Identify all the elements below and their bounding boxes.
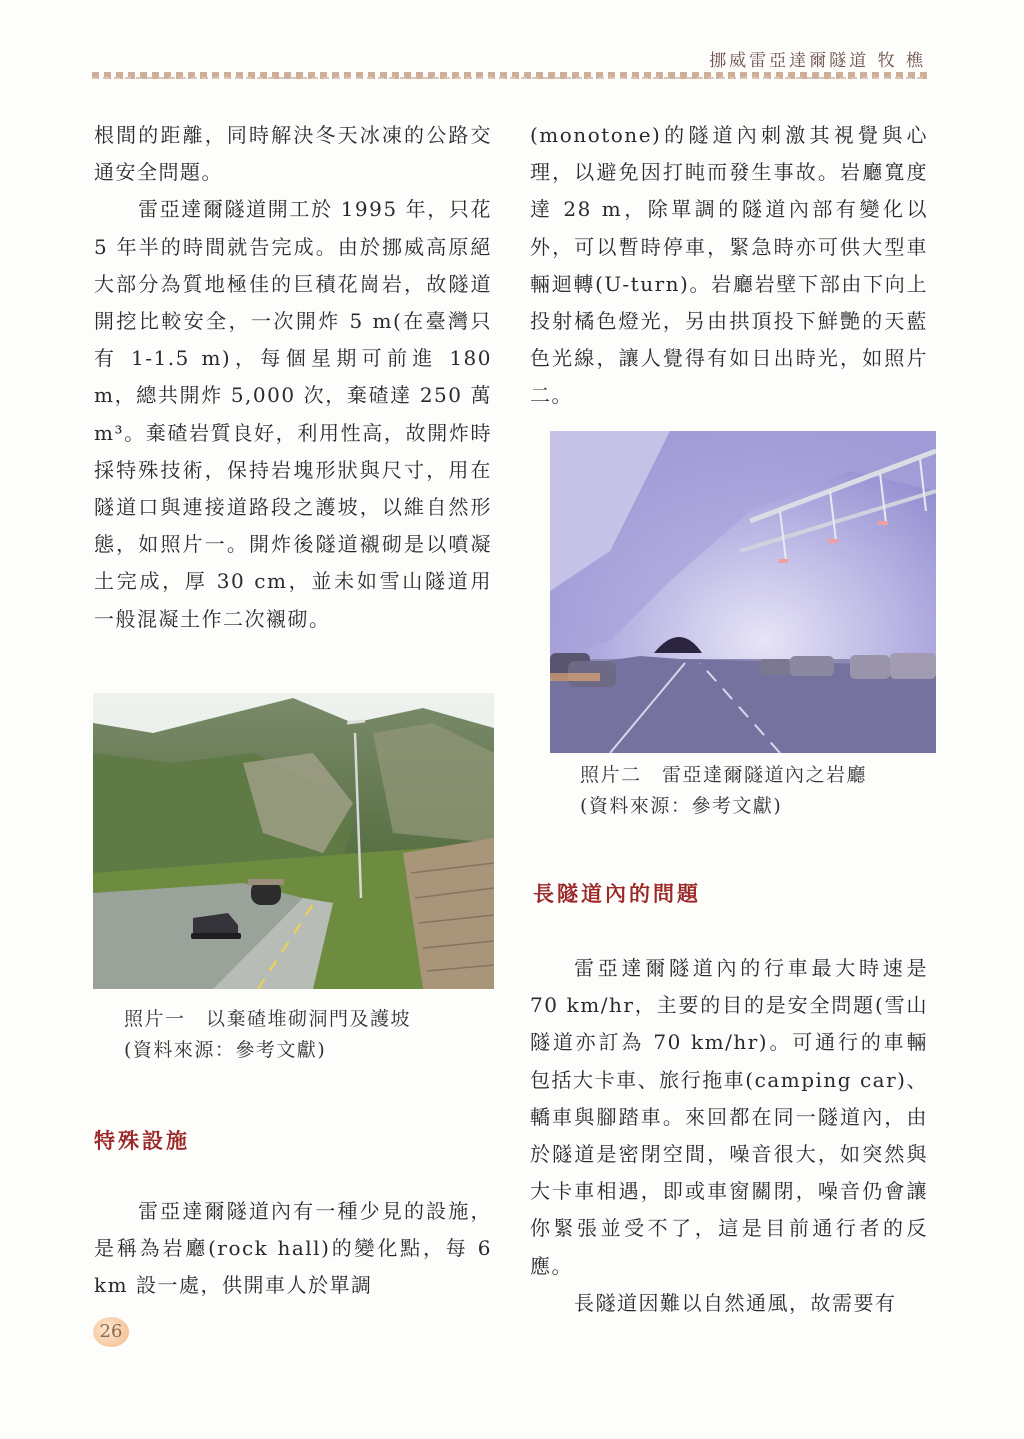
left-column-bottom-text	[94, 1193, 492, 1305]
header-divider	[92, 72, 928, 79]
right-column-text	[530, 117, 928, 415]
caption-line: 照片二 雷亞達爾隧道內之岩廳	[580, 764, 868, 786]
caption-line: (資料來源：參考文獻)	[124, 1039, 327, 1061]
photo2-caption	[580, 760, 867, 822]
page-number: 26	[93, 1317, 129, 1347]
paragraph: (monotone)的隧道內刺激其視覺與心理，以避免因打盹而發生事故。岩廳寬度達 28 m，除單調的隧道內部有變化以外，可以暫時停車，緊急時亦可供大型車輛迴轉(U-turn)。岩廳岩壁下部由下向上投射橘色燈光，另由拱頂投下鮮艷的天藍色光線，讓人覺得有如日出時光，如照片二。	[530, 123, 928, 408]
left-column-text	[94, 117, 492, 638]
paragraph: 雷亞達爾隧道開工於 1995 年，只花 5 年半的時間就告完成。由於挪威高原絕大部分為質地極佳的巨積花崗岩，故隧道開挖比較安全，一次開炸 5 m(在臺灣只有 1-1.5 m)，每個星期可前進 180 m，總共開炸 5,000 次，棄碴達 250 萬 m³。棄碴岩質良好，利用性高，故開炸時採特殊技術，保持岩塊形狀與尺寸，用在隧道口與連接道路段之護坡，以維自然形態，如照片一。開炸後隧道襯砌是以噴凝土完成，厚 30 cm，並未如雪山隧道用一般混凝土作二次襯砌。	[94, 197, 492, 631]
paragraph: 雷亞達爾隧道內有一種少見的設施，是稱為岩廳(rock hall)的變化點，每 6 km 設一處，供開車人於單調	[94, 1199, 492, 1298]
caption-line: (資料來源：參考文獻)	[580, 795, 783, 817]
section-heading: 長隧道內的問題	[533, 882, 701, 906]
photo-rock-hall	[550, 431, 936, 753]
paragraph: 雷亞達爾隧道內的行車最大時速是 70 km/hr，主要的目的是安全問題(雪山隧道亦訂為 70 km/hr)。可通行的車輛包括大卡車、旅行拖車(camping car)、轎車與腳踏車。來回都在同一隧道內，由於隧道是密閉空間，噪音很大，如突然與大卡車相遇，即或車窗關閉，噪音仍會讓你緊張並受不了，這是目前通行者的反應。	[530, 956, 928, 1278]
caption-line: 照片一 以棄碴堆砌洞門及護坡	[124, 1008, 412, 1030]
paragraph: 根間的距離，同時解決冬天冰凍的公路交通安全問題。	[94, 123, 492, 185]
running-header: 挪威雷亞達爾隧道 牧 樵	[709, 51, 926, 71]
photo1-caption	[124, 1004, 411, 1066]
section-heading: 特殊設施	[94, 1129, 190, 1153]
paragraph: 長隧道因難以自然通風，故需要有	[574, 1290, 897, 1315]
photo-tunnel-portal	[93, 693, 494, 989]
right-column-bottom-text	[530, 950, 928, 1322]
